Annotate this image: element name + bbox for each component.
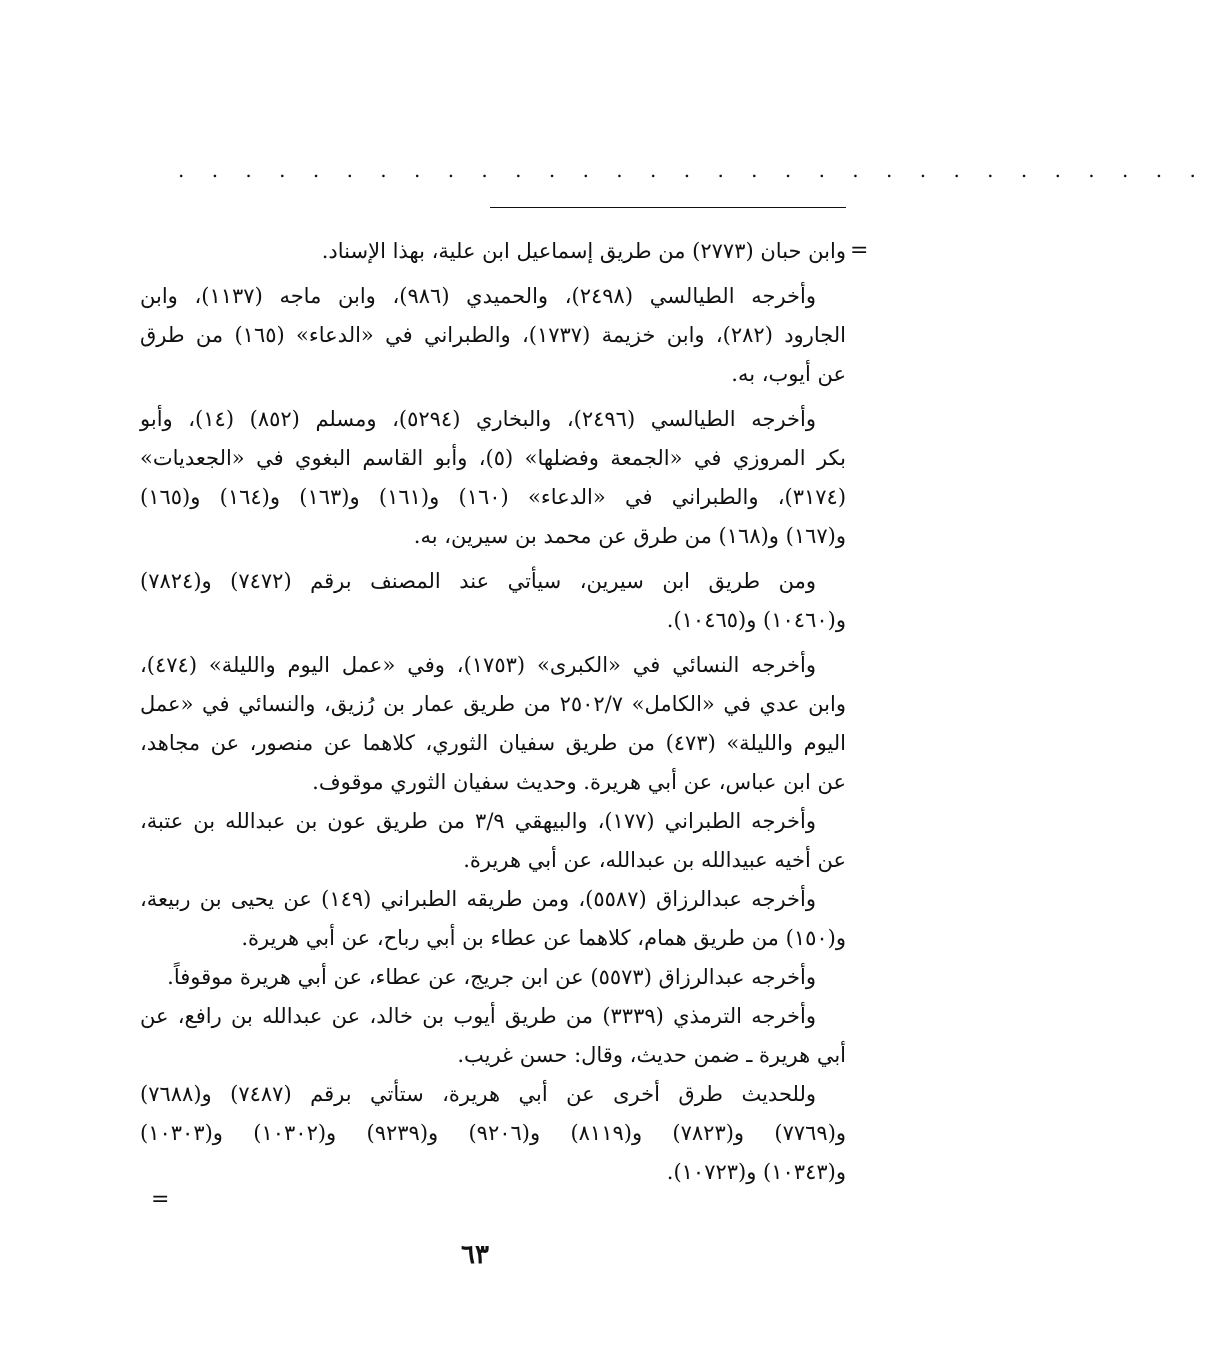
footnote-line: و(١٥٠) من طريق همام، كلاهما عن عطاء بن أبي رباح، عن أبي هريرة. <box>241 926 846 950</box>
footnote-line: وابن حبان (٢٧٧٣) من طريق إسماعيل ابن علية، بهذا الإسناد. <box>321 239 846 263</box>
continuation-mark-top: = <box>850 238 869 263</box>
footnote-line: وابن عدي في «الكامل» ٢٥٠٢/٧ من طريق عمار بن رُزيق، والنسائي في «عمل <box>140 692 846 716</box>
footnote-line: ومن طريق ابن سيرين، سيأتي عند المصنف برقم (٧٤٧٢) و(٧٨٢٤) <box>140 569 816 593</box>
footnote-line: وأخرجه الطبراني (١٧٧)، والبيهقي ٣/٩ من طريق عون بن عبدالله بن عتبة، <box>140 809 816 833</box>
footnote-line: و(١٠٤٦٠) و(١٠٤٦٥). <box>666 608 846 632</box>
footnote-line: أبي هريرة ـ ضمن حديث، وقال: حسن غريب. <box>457 1043 846 1067</box>
continuation-mark-bottom: = <box>151 1187 170 1212</box>
footnote-line: وأخرجه الطيالسي (٢٤٩٨)، والحميدي (٩٨٦)، وابن ماجه (١١٣٧)، وابن <box>140 284 816 308</box>
footnote-block <box>140 232 846 1192</box>
footnote-line: وأخرجه عبدالرزاق (٥٥٨٧)، ومن طريقه الطبراني (١٤٩) عن يحيى بن ربيعة، <box>140 887 816 911</box>
dotted-separator: . . . . . . . . . . . . . . . . . . . . . . . . . . . . . . . <box>178 158 1206 182</box>
footnote-line: عن ابن عباس، عن أبي هريرة. وحديث سفيان الثوري موقوف. <box>312 770 846 794</box>
footnote-line: وأخرجه الطيالسي (٢٤٩٦)، والبخاري (٥٢٩٤)، ومسلم (٨٥٢) (١٤)، وأبو <box>140 407 816 431</box>
footnote-rule <box>490 207 846 208</box>
page-number: ٦٣ <box>461 1240 489 1270</box>
footnote-line: (٣١٧٤)، والطبراني في «الدعاء» (١٦٠) و(١٦١) و(١٦٣) و(١٦٤) و(١٦٥) <box>140 485 847 509</box>
footnote-line: وأخرجه النسائي في «الكبرى» (١٧٥٣)، وفي «عمل اليوم والليلة» (٤٧٤)، <box>140 653 816 677</box>
footnote-line: و(٧٧٦٩) و(٧٨٢٣) و(٨١١٩) و(٩٢٠٦) و(٩٢٣٩) و(١٠٣٠٢) و(١٠٣٠٣) <box>140 1121 847 1145</box>
footnote-line: و(١٦٧) و(١٦٨) من طرق عن محمد بن سيرين، به. <box>413 524 846 548</box>
footnote-line: اليوم والليلة» (٤٧٣) من طريق سفيان الثوري، كلاهما عن منصور، عن مجاهد، <box>140 731 846 755</box>
footnote-line: و(١٠٣٤٣) و(١٠٧٢٣). <box>666 1160 846 1184</box>
footnote-line: عن أخيه عبيدالله بن عبدالله، عن أبي هريرة. <box>463 848 846 872</box>
footnote-line: الجارود (٢٨٢)، وابن خزيمة (١٧٣٧)، والطبراني في «الدعاء» (١٦٥) من طرق <box>140 323 847 347</box>
footnote-line: عن أيوب، به. <box>731 362 846 386</box>
footnote-line: وأخرجه عبدالرزاق (٥٥٧٣) عن ابن جريج، عن عطاء، عن أبي هريرة موقوفاً. <box>167 965 816 989</box>
footnote-line: بكر المروزي في «الجمعة وفضلها» (٥)، وأبو القاسم البغوي في «الجعديات» <box>140 446 846 470</box>
footnote-line: وللحديث طرق أخرى عن أبي هريرة، ستأتي برقم (٧٤٨٧) و(٧٦٨٨) <box>140 1082 817 1106</box>
footnote-line: وأخرجه الترمذي (٣٣٣٩) من طريق أيوب بن خالد، عن عبدالله بن رافع، عن <box>140 1004 816 1028</box>
